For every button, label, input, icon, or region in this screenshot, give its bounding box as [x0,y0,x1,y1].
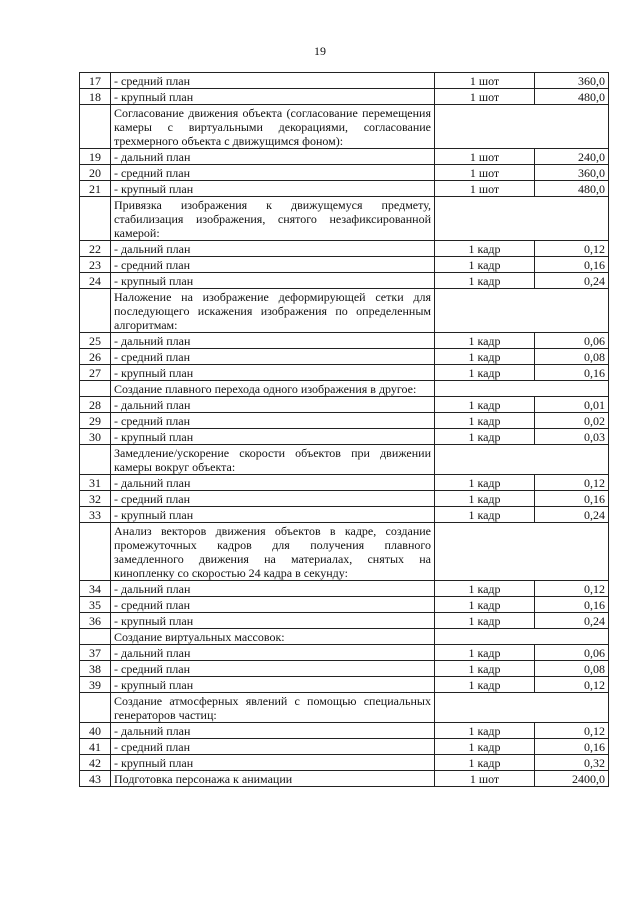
service-name: - крупный план [111,507,435,523]
table-row [80,89,609,105]
table-row [80,475,609,491]
table-row [80,429,609,445]
table-row [80,581,609,597]
section-header-row [80,629,609,645]
unit-of-measure: 1 шот [435,73,535,89]
service-name: - средний план [111,597,435,613]
section-header-row [80,197,609,241]
table-row [80,771,609,787]
price-value: 0,08 [535,661,609,677]
table-row [80,149,609,165]
row-number: 43 [80,771,111,787]
row-number: 35 [80,597,111,613]
section-header-row [80,105,609,149]
price-value: 0,06 [535,645,609,661]
row-number: 17 [80,73,111,89]
row-number-cell [80,445,111,475]
section-header-row [80,693,609,723]
empty-cell [435,693,609,723]
price-value: 0,03 [535,429,609,445]
row-number: 23 [80,257,111,273]
unit-of-measure: 1 кадр [435,397,535,413]
unit-of-measure: 1 шот [435,771,535,787]
row-number-cell [80,381,111,397]
row-number: 21 [80,181,111,197]
unit-of-measure: 1 кадр [435,333,535,349]
price-value: 0,02 [535,413,609,429]
service-name: - крупный план [111,181,435,197]
table-row [80,397,609,413]
row-number: 37 [80,645,111,661]
table-row [80,73,609,89]
unit-of-measure: 1 кадр [435,755,535,771]
table-row [80,507,609,523]
service-name: - дальний план [111,149,435,165]
table-row [80,181,609,197]
row-number: 30 [80,429,111,445]
section-header: Создание плавного перехода одного изображения в другое: [111,381,435,397]
price-value: 2400,0 [535,771,609,787]
unit-of-measure: 1 кадр [435,241,535,257]
price-value: 0,24 [535,273,609,289]
service-name: - крупный план [111,613,435,629]
price-value: 0,12 [535,581,609,597]
price-value: 360,0 [535,165,609,181]
price-value: 0,32 [535,755,609,771]
price-value: 0,16 [535,257,609,273]
price-value: 0,12 [535,723,609,739]
section-header-row [80,381,609,397]
unit-of-measure: 1 шот [435,89,535,105]
price-value: 0,16 [535,491,609,507]
service-name: - крупный план [111,429,435,445]
unit-of-measure: 1 кадр [435,645,535,661]
empty-cell [435,445,609,475]
service-name: - крупный план [111,89,435,105]
empty-cell [435,289,609,333]
price-table [79,72,609,787]
unit-of-measure: 1 кадр [435,475,535,491]
unit-of-measure: 1 шот [435,165,535,181]
row-number: 25 [80,333,111,349]
service-name: - средний план [111,165,435,181]
service-name: - крупный план [111,755,435,771]
row-number: 32 [80,491,111,507]
row-number: 18 [80,89,111,105]
table-row [80,597,609,613]
price-value: 0,12 [535,475,609,491]
unit-of-measure: 1 кадр [435,429,535,445]
unit-of-measure: 1 кадр [435,349,535,365]
section-header: Замедление/ускорение скорости объектов при движении камеры вокруг объекта: [111,445,435,475]
table-row [80,365,609,381]
service-name: - средний план [111,349,435,365]
service-name: - дальний план [111,241,435,257]
section-header: Привязка изображения к движущемуся предмету, стабилизация изображения, снятого незафиксированной камерой: [111,197,435,241]
empty-cell [435,523,609,581]
table-row [80,349,609,365]
table-row [80,661,609,677]
table-row [80,739,609,755]
section-header-row [80,523,609,581]
row-number-cell [80,523,111,581]
table-row [80,723,609,739]
unit-of-measure: 1 кадр [435,581,535,597]
service-name: Подготовка персонажа к анимации [111,771,435,787]
unit-of-measure: 1 кадр [435,739,535,755]
price-value: 0,24 [535,507,609,523]
service-name: - дальний план [111,581,435,597]
row-number: 41 [80,739,111,755]
row-number: 28 [80,397,111,413]
row-number: 26 [80,349,111,365]
table-row [80,333,609,349]
empty-cell [435,197,609,241]
unit-of-measure: 1 кадр [435,723,535,739]
service-name: - крупный план [111,273,435,289]
table-row [80,491,609,507]
unit-of-measure: 1 кадр [435,257,535,273]
row-number-cell [80,693,111,723]
table-row [80,613,609,629]
price-value: 0,16 [535,365,609,381]
service-name: - дальний план [111,723,435,739]
table-row [80,677,609,693]
price-value: 0,16 [535,739,609,755]
price-value: 480,0 [535,89,609,105]
table-row [80,755,609,771]
price-value: 360,0 [535,73,609,89]
service-name: - крупный план [111,677,435,693]
price-value: 0,12 [535,677,609,693]
section-header-row [80,289,609,333]
page-number: 19 [314,44,326,58]
price-value: 480,0 [535,181,609,197]
service-name: - средний план [111,661,435,677]
unit-of-measure: 1 шот [435,181,535,197]
table-row [80,413,609,429]
row-number-cell [80,105,111,149]
row-number: 34 [80,581,111,597]
unit-of-measure: 1 кадр [435,661,535,677]
row-number-cell [80,197,111,241]
section-header-row [80,445,609,475]
service-name: - средний план [111,413,435,429]
table-row [80,645,609,661]
service-name: - средний план [111,491,435,507]
service-name: - дальний план [111,397,435,413]
row-number: 20 [80,165,111,181]
row-number: 38 [80,661,111,677]
row-number: 40 [80,723,111,739]
section-header: Анализ векторов движения объектов в кадре, создание промежуточных кадров для получения плавного замедленного движения на материалах, снятых на кинопленку со скоростью 24 кадра в секунду: [111,523,435,581]
table-body [80,73,609,787]
unit-of-measure: 1 шот [435,149,535,165]
row-number: 42 [80,755,111,771]
row-number: 31 [80,475,111,491]
unit-of-measure: 1 кадр [435,613,535,629]
row-number: 24 [80,273,111,289]
table-row [80,165,609,181]
unit-of-measure: 1 кадр [435,507,535,523]
service-name: - средний план [111,739,435,755]
section-header: Создание виртуальных массовок: [111,629,435,645]
row-number: 29 [80,413,111,429]
unit-of-measure: 1 кадр [435,365,535,381]
price-value: 0,08 [535,349,609,365]
price-value: 240,0 [535,149,609,165]
service-name: - дальний план [111,333,435,349]
section-header: Наложение на изображение деформирующей сетки для последующего искажения изображения по определенным алгоритмам: [111,289,435,333]
price-value: 0,01 [535,397,609,413]
unit-of-measure: 1 кадр [435,677,535,693]
unit-of-measure: 1 кадр [435,273,535,289]
service-name: - дальний план [111,475,435,491]
price-value: 0,24 [535,613,609,629]
empty-cell [435,629,609,645]
section-header: Согласование движения объекта (согласование перемещения камеры с виртуальными декорациями, согласование трехмерного объекта с движущимся фоном): [111,105,435,149]
unit-of-measure: 1 кадр [435,413,535,429]
row-number: 33 [80,507,111,523]
row-number: 19 [80,149,111,165]
service-name: - крупный план [111,365,435,381]
service-name: - средний план [111,73,435,89]
price-value: 0,16 [535,597,609,613]
empty-cell [435,105,609,149]
price-value: 0,06 [535,333,609,349]
table-row [80,241,609,257]
row-number: 22 [80,241,111,257]
price-value: 0,12 [535,241,609,257]
row-number-cell [80,289,111,333]
service-name: - дальний план [111,645,435,661]
row-number: 39 [80,677,111,693]
service-name: - средний план [111,257,435,273]
unit-of-measure: 1 кадр [435,597,535,613]
section-header: Создание атмосферных явлений с помощью специальных генераторов частиц: [111,693,435,723]
table-row [80,257,609,273]
unit-of-measure: 1 кадр [435,491,535,507]
row-number: 36 [80,613,111,629]
row-number-cell [80,629,111,645]
table-row [80,273,609,289]
empty-cell [435,381,609,397]
row-number: 27 [80,365,111,381]
